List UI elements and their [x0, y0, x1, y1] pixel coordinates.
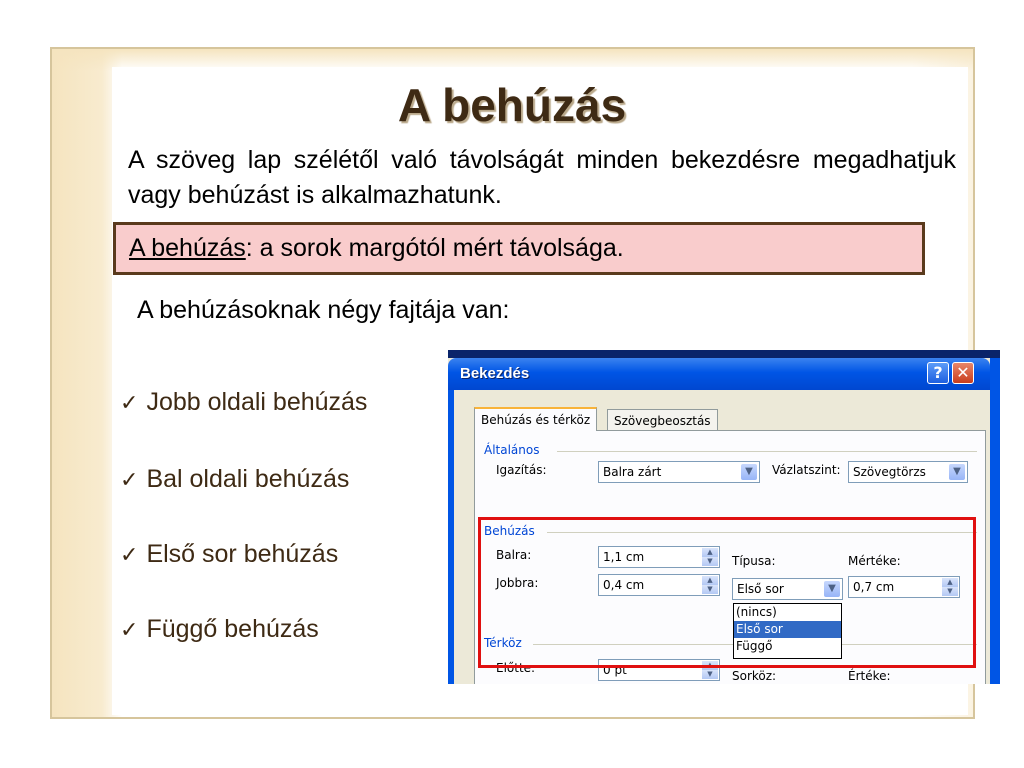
right-indent-label: Jobbra: [496, 576, 539, 590]
dialog-right-border [990, 358, 1000, 684]
outline-level-select[interactable] [848, 461, 968, 483]
spacing-value-label: Értéke: [848, 669, 891, 683]
highlight-frame [478, 517, 976, 668]
definition-box [113, 222, 925, 275]
special-type-value: Első sor [737, 582, 784, 596]
tab-line-page-breaks[interactable]: Szövegbeosztás [607, 409, 718, 431]
list-item [120, 388, 440, 417]
checkmark-icon: ✓ [120, 468, 139, 493]
general-group-label: Általános [484, 443, 540, 457]
special-type-label: Típusa: [732, 554, 776, 568]
outline-level-label: Vázlatszint: [772, 463, 841, 477]
list-item-label: Első sor behúzás [146, 540, 339, 568]
spinner-icon[interactable]: ▲ ▼ [702, 576, 718, 594]
checkmark-icon: ✓ [120, 543, 139, 568]
list-item-label: Függő behúzás [146, 615, 319, 643]
list-item-label: Bal oldali behúzás [146, 465, 350, 493]
right-indent-value: 0,4 cm [603, 578, 645, 592]
list-item [120, 615, 440, 644]
close-button[interactable]: ✕ [952, 362, 974, 384]
left-indent-label: Balra: [496, 548, 532, 562]
dialog-left-border [448, 390, 454, 684]
spinner-icon[interactable]: ▲ ▼ [702, 548, 718, 566]
indent-group-label: Behúzás [484, 524, 535, 538]
alignment-label: Igazítás: [496, 463, 547, 477]
definition-text [129, 234, 624, 263]
space-before-value: 0 pt [603, 663, 627, 677]
line-spacing-label: Sorköz: [732, 669, 777, 683]
indent-amount-label: Mértéke: [848, 554, 901, 568]
space-before-label: Előtte: [496, 661, 536, 675]
intro-paragraph: A szöveg lap szélétől való távolságát minden bekezdésre megadhatjuk vagy behúzást is alkalmazhatunk. [128, 146, 956, 209]
spinner-icon[interactable]: ▲ ▼ [702, 661, 718, 679]
list-item [120, 540, 440, 569]
list-item-label: Jobb oldali behúzás [146, 388, 368, 416]
spacing-group-label: Térköz [484, 636, 522, 650]
group-divider [557, 451, 977, 452]
checkmark-icon: ✓ [120, 391, 139, 416]
indent-amount-value: 0,7 cm [853, 580, 895, 594]
option-first-line[interactable]: Első sor [734, 621, 841, 638]
chevron-down-icon[interactable]: ▼ [949, 464, 965, 480]
help-button[interactable]: ? [927, 362, 949, 384]
chevron-down-icon[interactable]: ▼ [741, 464, 757, 480]
alignment-select[interactable] [598, 461, 760, 483]
outline-level-value: Szövegtörzs [853, 465, 926, 479]
definition-term: A behúzás [129, 234, 246, 262]
slide-title: A behúzás [397, 79, 627, 131]
types-intro: A behúzásoknak négy fajtája van: [137, 296, 510, 324]
list-item [120, 465, 440, 494]
dialog-top-edge [448, 350, 1000, 358]
option-hanging[interactable]: Függő [736, 639, 773, 653]
chevron-down-icon[interactable]: ▼ [824, 581, 840, 597]
left-indent-value: 1,1 cm [603, 550, 645, 564]
option-none[interactable]: (nincs) [736, 605, 777, 619]
tab-indents-spacing[interactable]: Behúzás és térköz [474, 407, 597, 431]
spinner-icon[interactable]: ▲ ▼ [942, 578, 958, 596]
dialog-titlebar[interactable] [448, 358, 990, 390]
definition-rest: : a sorok margótól mért távolsága. [245, 234, 624, 262]
checkmark-icon: ✓ [120, 618, 139, 643]
dialog-title: Bekezdés [460, 365, 530, 382]
alignment-value: Balra zárt [603, 465, 662, 479]
